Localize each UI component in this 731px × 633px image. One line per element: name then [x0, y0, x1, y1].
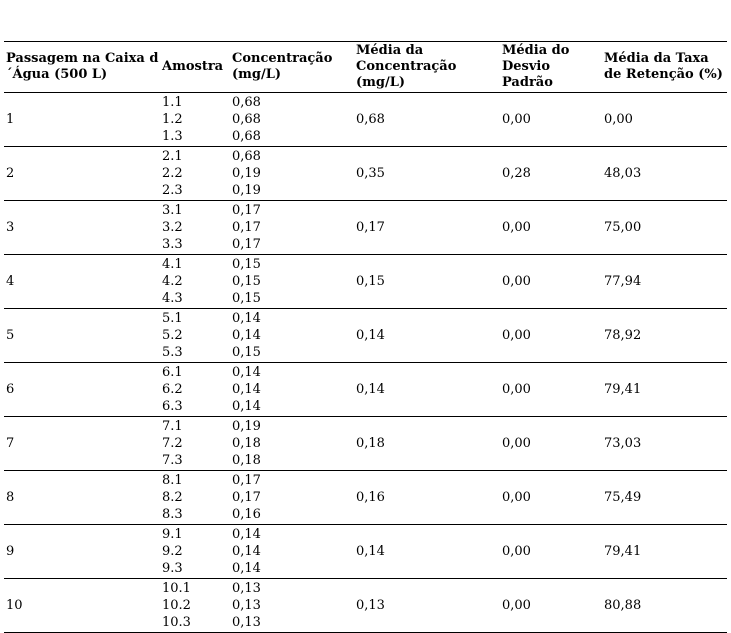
media-retencao-cell: 78,92 — [602, 309, 727, 363]
amostra-value: 1.3 — [162, 129, 183, 144]
media-retencao-cell: 0,00 — [602, 93, 727, 147]
amostra-cell — [160, 255, 230, 309]
concentracao-value: 0,14 — [232, 311, 261, 326]
amostra-cell — [160, 147, 230, 201]
table-row — [4, 309, 727, 363]
concentracao-value: 0,13 — [232, 615, 261, 630]
concentracao-value: 0,15 — [232, 257, 261, 272]
amostra-value: 10.1 — [162, 581, 191, 596]
header-amostra: Amostra — [160, 42, 230, 93]
concentracao-cell — [230, 201, 354, 255]
concentracao-value: 0,18 — [232, 453, 261, 468]
amostra-value: 5.1 — [162, 311, 183, 326]
passagem-cell: 7 — [4, 417, 160, 471]
amostra-cell — [160, 471, 230, 525]
concentracao-value: 0,17 — [232, 203, 261, 218]
amostra-value: 2.3 — [162, 183, 183, 198]
concentracao-cell — [230, 417, 354, 471]
amostra-value: 4.3 — [162, 291, 183, 306]
media-concentracao-cell: 0,35 — [354, 147, 500, 201]
media-retencao-cell: 75,00 — [602, 201, 727, 255]
amostra-value: 9.1 — [162, 527, 183, 542]
amostra-cell — [160, 417, 230, 471]
concentracao-cell — [230, 255, 354, 309]
concentracao-value: 0,17 — [232, 490, 261, 505]
media-desvio-cell: 0,00 — [500, 93, 602, 147]
concentracao-value: 0,14 — [232, 328, 261, 343]
concentracao-value: 0,19 — [232, 183, 261, 198]
amostra-value: 2.2 — [162, 166, 183, 181]
concentracao-value: 0,17 — [232, 237, 261, 252]
concentracao-value: 0,13 — [232, 581, 261, 596]
media-desvio-cell: 0,00 — [500, 525, 602, 579]
passagem-cell: 4 — [4, 255, 160, 309]
header-media-desvio: Média do Desvio Padrão — [500, 42, 602, 93]
table-row — [4, 363, 727, 417]
amostra-cell — [160, 363, 230, 417]
amostra-cell — [160, 525, 230, 579]
amostra-cell — [160, 201, 230, 255]
media-desvio-cell: 0,00 — [500, 471, 602, 525]
media-concentracao-cell: 0,14 — [354, 525, 500, 579]
header-media-concentracao: Média da Concentração (mg/L) — [354, 42, 500, 93]
table-row — [4, 579, 727, 633]
media-concentracao-cell: 0,16 — [354, 471, 500, 525]
table-row — [4, 93, 727, 147]
table-row — [4, 255, 727, 309]
concentracao-cell — [230, 525, 354, 579]
media-concentracao-cell: 0,14 — [354, 363, 500, 417]
passagem-cell: 6 — [4, 363, 160, 417]
concentracao-value: 0,68 — [232, 95, 261, 110]
concentracao-value: 0,14 — [232, 399, 261, 414]
passagem-cell: 1 — [4, 93, 160, 147]
media-retencao-cell: 75,49 — [602, 471, 727, 525]
retention-table — [4, 41, 727, 633]
concentracao-cell — [230, 471, 354, 525]
concentracao-value: 0,19 — [232, 166, 261, 181]
concentracao-value: 0,15 — [232, 345, 261, 360]
concentracao-value: 0,68 — [232, 149, 261, 164]
header-media-retencao: Média da Taxa de Retenção (%) — [602, 42, 727, 93]
media-concentracao-cell: 0,15 — [354, 255, 500, 309]
header-row — [4, 42, 727, 93]
amostra-value: 8.1 — [162, 473, 183, 488]
concentracao-value: 0,14 — [232, 527, 261, 542]
media-desvio-cell: 0,00 — [500, 417, 602, 471]
amostra-value: 9.2 — [162, 544, 183, 559]
concentracao-value: 0,68 — [232, 112, 261, 127]
amostra-value: 10.3 — [162, 615, 191, 630]
amostra-value: 5.3 — [162, 345, 183, 360]
passagem-cell: 5 — [4, 309, 160, 363]
amostra-value: 4.2 — [162, 274, 183, 289]
concentracao-value: 0,13 — [232, 598, 261, 613]
amostra-value: 6.2 — [162, 382, 183, 397]
media-concentracao-cell: 0,18 — [354, 417, 500, 471]
passagem-cell: 9 — [4, 525, 160, 579]
concentracao-value: 0,68 — [232, 129, 261, 144]
concentracao-value: 0,14 — [232, 382, 261, 397]
concentracao-cell — [230, 579, 354, 633]
media-concentracao-cell: 0,68 — [354, 93, 500, 147]
passagem-cell: 10 — [4, 579, 160, 633]
concentracao-value: 0,16 — [232, 507, 261, 522]
table-row — [4, 147, 727, 201]
media-retencao-cell: 79,41 — [602, 363, 727, 417]
media-retencao-cell: 80,88 — [602, 579, 727, 633]
amostra-value: 5.2 — [162, 328, 183, 343]
concentracao-value: 0,15 — [232, 274, 261, 289]
amostra-value: 4.1 — [162, 257, 183, 272]
media-retencao-cell: 77,94 — [602, 255, 727, 309]
concentracao-value: 0,18 — [232, 436, 261, 451]
amostra-value: 6.1 — [162, 365, 183, 380]
passagem-cell: 3 — [4, 201, 160, 255]
concentracao-value: 0,14 — [232, 561, 261, 576]
concentracao-cell — [230, 147, 354, 201]
media-retencao-cell: 48,03 — [602, 147, 727, 201]
table-row — [4, 417, 727, 471]
amostra-value: 7.3 — [162, 453, 183, 468]
table-body — [4, 93, 727, 633]
amostra-value: 3.1 — [162, 203, 183, 218]
media-desvio-cell: 0,28 — [500, 147, 602, 201]
table-row — [4, 471, 727, 525]
amostra-value: 9.3 — [162, 561, 183, 576]
media-retencao-cell: 79,41 — [602, 525, 727, 579]
media-desvio-cell: 0,00 — [500, 363, 602, 417]
media-desvio-cell: 0,00 — [500, 309, 602, 363]
media-desvio-cell: 0,00 — [500, 201, 602, 255]
amostra-value: 8.3 — [162, 507, 183, 522]
amostra-cell — [160, 93, 230, 147]
amostra-value: 1.1 — [162, 95, 183, 110]
concentracao-cell — [230, 363, 354, 417]
amostra-value: 3.3 — [162, 237, 183, 252]
media-concentracao-cell: 0,13 — [354, 579, 500, 633]
header-concentracao: Concentração (mg/L) — [230, 42, 354, 93]
passagem-cell: 2 — [4, 147, 160, 201]
concentracao-value: 0,14 — [232, 365, 261, 380]
media-desvio-cell: 0,00 — [500, 255, 602, 309]
concentracao-cell — [230, 309, 354, 363]
amostra-value: 3.2 — [162, 220, 183, 235]
media-concentracao-cell: 0,17 — [354, 201, 500, 255]
amostra-value: 7.2 — [162, 436, 183, 451]
concentracao-value: 0,17 — [232, 220, 261, 235]
media-desvio-cell: 0,00 — [500, 579, 602, 633]
amostra-value: 7.1 — [162, 419, 183, 434]
concentracao-value: 0,19 — [232, 419, 261, 434]
amostra-value: 2.1 — [162, 149, 183, 164]
header-passagem: Passagem na Caixa d´Água (500 L) — [4, 42, 160, 93]
media-concentracao-cell: 0,14 — [354, 309, 500, 363]
amostra-cell — [160, 309, 230, 363]
media-retencao-cell: 73,03 — [602, 417, 727, 471]
concentracao-value: 0,17 — [232, 473, 261, 488]
table-header — [4, 42, 727, 93]
concentracao-value: 0,14 — [232, 544, 261, 559]
concentracao-value: 0,15 — [232, 291, 261, 306]
concentracao-cell — [230, 93, 354, 147]
amostra-value: 6.3 — [162, 399, 183, 414]
amostra-cell — [160, 579, 230, 633]
passagem-cell: 8 — [4, 471, 160, 525]
amostra-value: 1.2 — [162, 112, 183, 127]
amostra-value: 10.2 — [162, 598, 191, 613]
table-row — [4, 525, 727, 579]
amostra-value: 8.2 — [162, 490, 183, 505]
table-row — [4, 201, 727, 255]
